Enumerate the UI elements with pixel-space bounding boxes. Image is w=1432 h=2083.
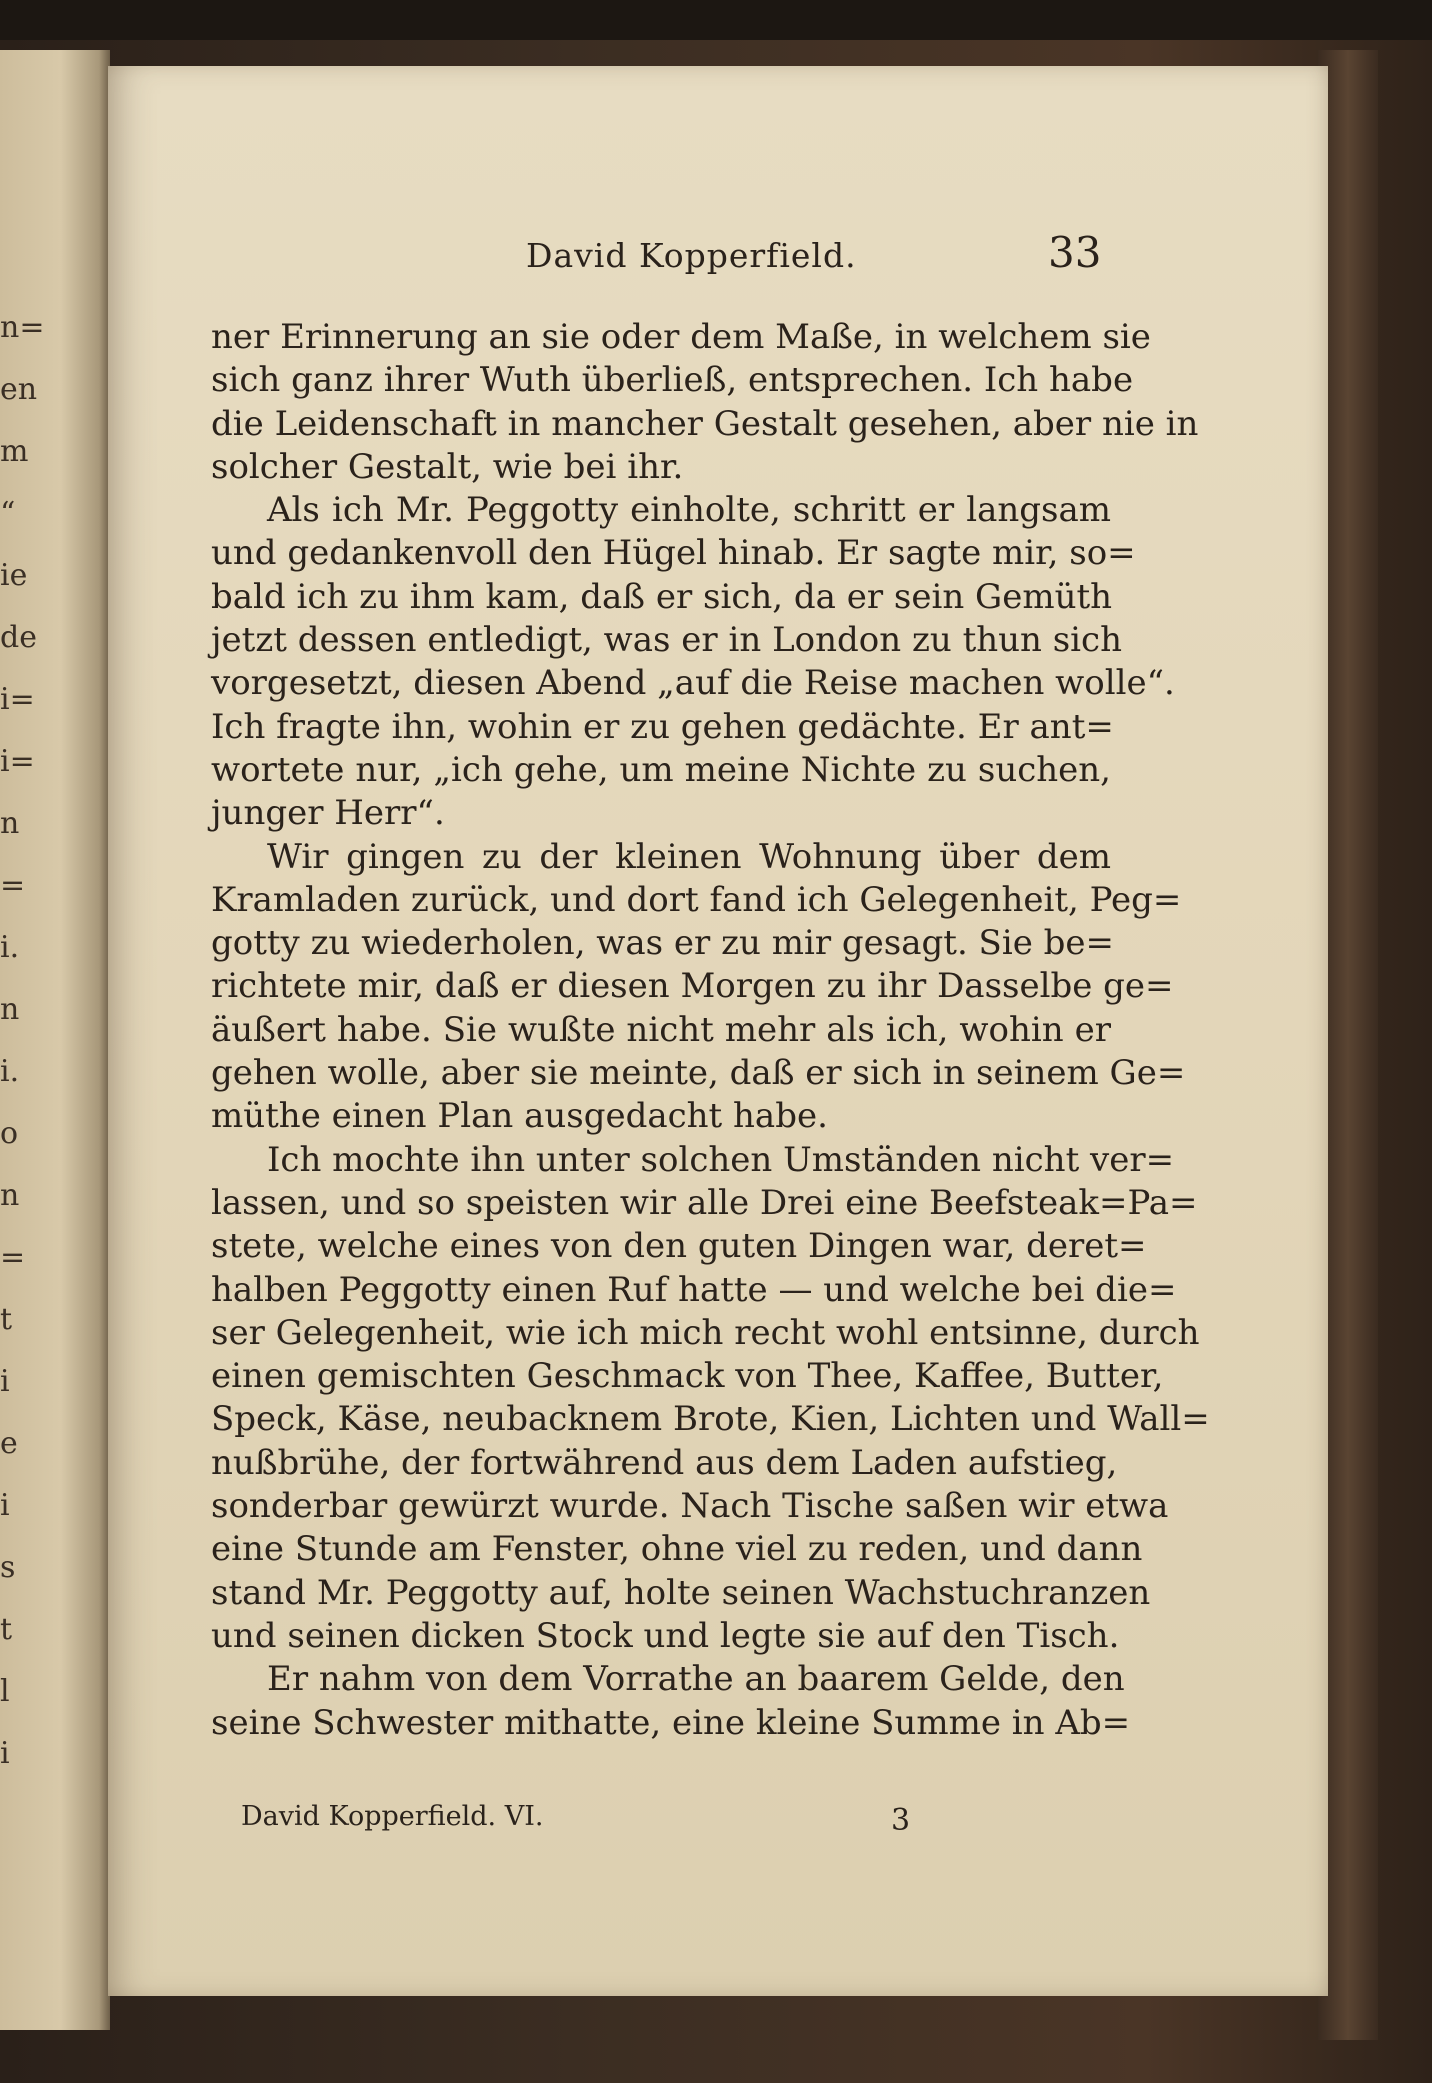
text-line: Er nahm von dem Vorrathe an baarem Gelde, den: [267, 1659, 1125, 1700]
page-footer: [241, 1801, 1041, 1841]
page-header: [108, 228, 1328, 288]
facing-page-fragment: i=: [0, 744, 35, 779]
facing-page-fragment: t: [0, 1302, 13, 1337]
text-line: gehen wolle, aber sie meinte, daß er sich in seinem Ge=: [211, 1053, 1186, 1094]
text-line: wortete nur, „ich gehe, um meine Nichte zu suchen,: [211, 749, 1111, 790]
page-number: 33: [1048, 228, 1102, 277]
text-line: jetzt dessen entledigt, was er in London zu thun sich: [211, 620, 1122, 661]
facing-page-fragment: s: [0, 1550, 16, 1585]
facing-page-fragment: de: [0, 620, 37, 655]
text-line: seine Schwester mithatte, eine kleine Summe in Ab=: [211, 1702, 1131, 1743]
facing-page-fragment: en: [0, 372, 38, 407]
facing-page-edge: [0, 50, 110, 2030]
text-line: ser Gelegenheit, wie ich mich recht wohl entsinne, durch: [211, 1312, 1200, 1353]
text-line: Als ich Mr. Peggotty einholte, schritt er langsam: [267, 490, 1111, 531]
text-line: Wir gingen zu der kleinen Wohnung über dem: [267, 836, 1111, 877]
text-line: bald ich zu ihm kam, daß er sich, da er sein Gemüth: [211, 576, 1113, 617]
text-line: vorgesetzt, diesen Abend „auf die Reise machen wolle“.: [211, 663, 1175, 704]
text-line: stand Mr. Peggotty auf, holte seinen Wachstuchranzen: [211, 1572, 1151, 1613]
facing-page-fragment: =: [0, 868, 26, 903]
facing-page-fragment: n: [0, 1178, 20, 1213]
sheet-number: 3: [891, 1803, 911, 1838]
text-line: Kramladen zurück, und dort fand ich Gelegenheit, Peg=: [211, 879, 1182, 920]
facing-page-fragment: m: [0, 434, 29, 469]
facing-page-fragment: i: [0, 1488, 10, 1523]
facing-page-fragment: l: [0, 1674, 10, 1709]
text-line: sonderbar gewürzt wurde. Nach Tische saßen wir etwa: [211, 1486, 1169, 1527]
text-line: eine Stunde am Fenster, ohne viel zu reden, und dann: [211, 1529, 1143, 1570]
text-line: richtete mir, daß er diesen Morgen zu ihr Dasselbe ge=: [211, 966, 1174, 1007]
text-line: müthe einen Plan ausgedacht habe.: [211, 1096, 828, 1137]
text-line: Ich mochte ihn unter solchen Umständen nicht ver=: [267, 1139, 1175, 1180]
text-line: Ich fragte ihn, wohin er zu gehen gedächte. Er ant=: [211, 706, 1114, 747]
facing-page-fragment: =: [0, 1240, 26, 1275]
text-line: und seinen dicken Stock und legte sie auf den Tisch.: [211, 1615, 1120, 1656]
facing-page-fragment: n: [0, 806, 20, 841]
text-line: lassen, und so speisten wir alle Drei eine Beefsteak=Pa=: [211, 1182, 1198, 1223]
signature-mark: David Kopperfield. VI.: [241, 1801, 544, 1832]
facing-page-fragment: i=: [0, 682, 35, 717]
text-line: und gedankenvoll den Hügel hinab. Er sagte mir, so=: [211, 533, 1136, 574]
text-line: sich ganz ihrer Wuth überließ, entsprechen. Ich habe: [211, 360, 1134, 401]
text-line: einen gemischten Geschmack von Thee, Kaffee, Butter,: [211, 1356, 1164, 1397]
book-page: [108, 66, 1328, 1996]
facing-page-fragment: i: [0, 1364, 10, 1399]
text-line: ner Erinnerung an sie oder dem Maße, in welchem sie: [211, 317, 1151, 357]
running-title: David Kopperfield.: [526, 236, 857, 275]
facing-page-fragment: “: [0, 496, 16, 531]
facing-page-fragment: e: [0, 1426, 18, 1461]
facing-page-fragment: o: [0, 1116, 19, 1151]
text-line: solcher Gestalt, wie bei ihr.: [211, 446, 684, 487]
text-line: nußbrühe, der fortwährend aus dem Laden aufstieg,: [211, 1442, 1118, 1483]
facing-page-fragment: n=: [0, 310, 45, 345]
facing-page-fragment: t: [0, 1612, 13, 1647]
text-line: halben Peggotty einen Ruf hatte — und welche bei die=: [211, 1269, 1177, 1310]
facing-page-fragment: n: [0, 992, 20, 1027]
page-body-text: [211, 316, 1210, 1745]
facing-page-fragment: i.: [0, 1054, 20, 1089]
text-line: äußert habe. Sie wußte nicht mehr als ich, wohin er: [211, 1009, 1111, 1050]
text-line: Speck, Käse, neubacknem Brote, Kien, Lichten und Wall=: [211, 1399, 1210, 1440]
text-line: die Leidenschaft in mancher Gestalt gesehen, aber nie in: [211, 403, 1199, 444]
facing-page-fragment: ie: [0, 558, 28, 593]
text-line: gotty zu wiederholen, was er zu mir gesagt. Sie be=: [211, 923, 1115, 964]
text-line: junger Herr“.: [211, 793, 445, 834]
text-line: stete, welche eines von den guten Dingen war, deret=: [211, 1226, 1147, 1267]
facing-page-fragment: i.: [0, 930, 20, 965]
facing-page-fragment: i: [0, 1736, 10, 1771]
